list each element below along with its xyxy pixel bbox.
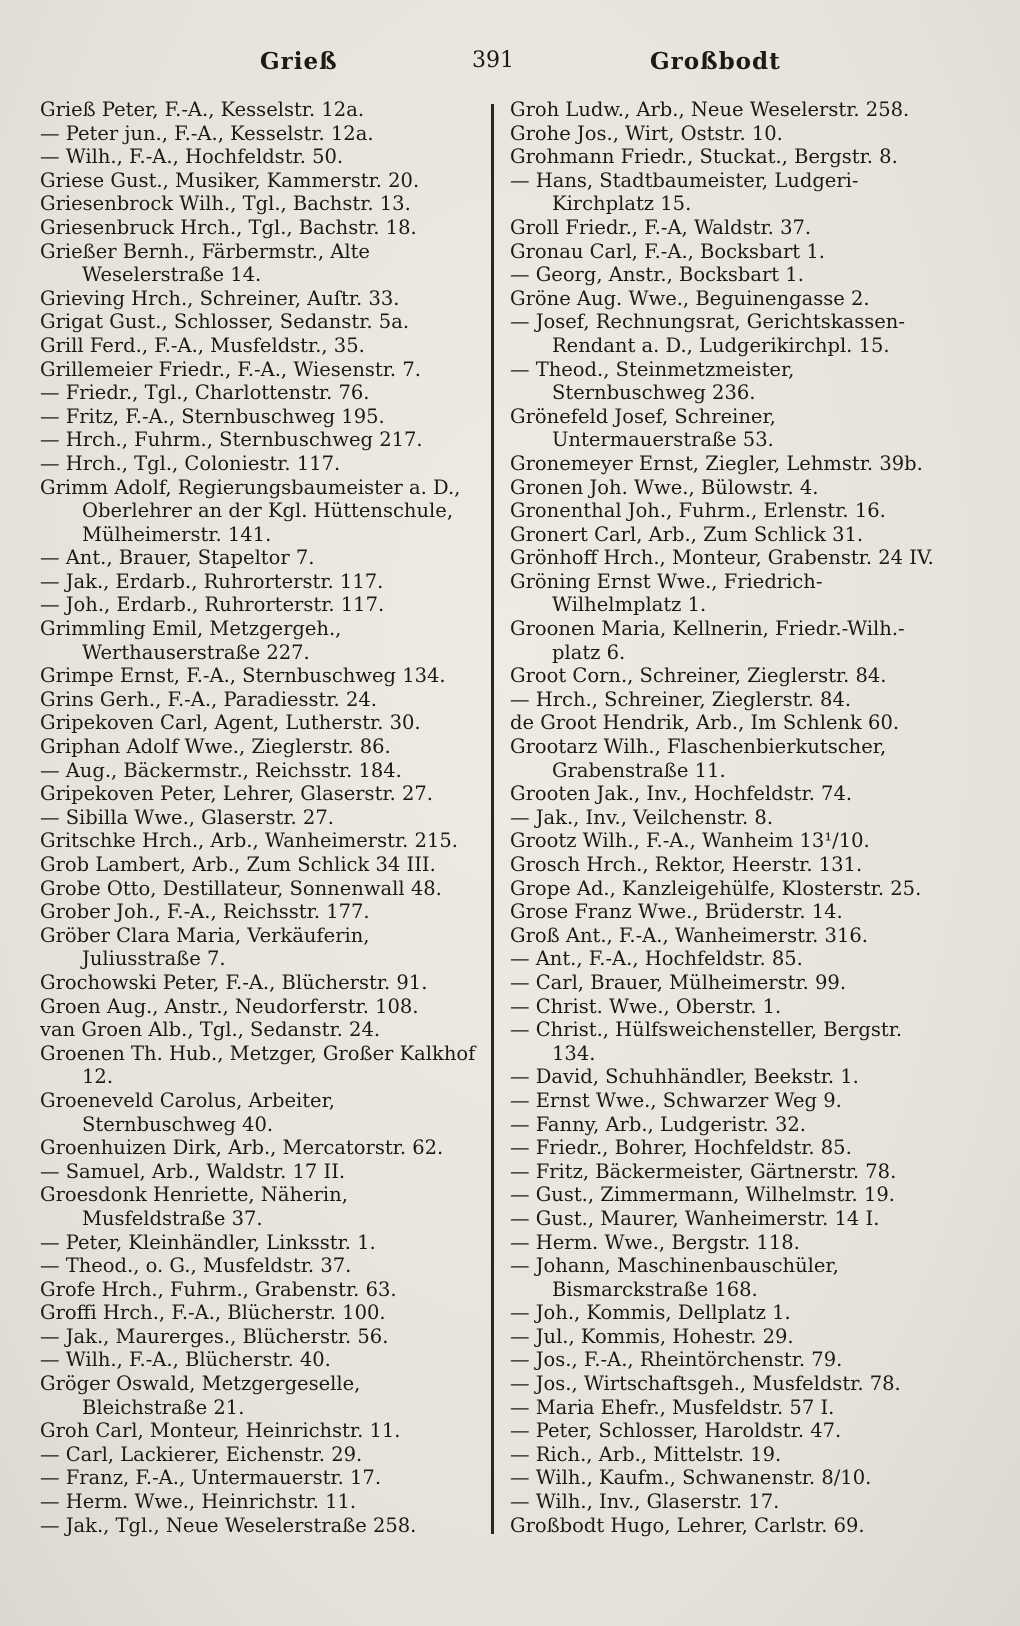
directory-entry: — Jul., Kommis, Hohestr. 29. xyxy=(510,1324,794,1348)
directory-entry: Gronemeyer Ernst, Ziegler, Lehmstr. 39b. xyxy=(510,451,923,475)
directory-entry: Grill Ferd., F.-A., Musfeldstr., 35. xyxy=(40,333,365,357)
directory-entry: Groll Friedr., F.-A, Waldstr. 37. xyxy=(510,215,812,239)
page-number: 391 xyxy=(472,48,514,73)
directory-entry: — Sibilla Wwe., Glaserstr. 27. xyxy=(40,805,334,829)
directory-entry: — Theod., o. G., Musfeldstr. 37. xyxy=(40,1254,352,1278)
directory-entry: Grins Gerh., F.-A., Paradiesstr. 24. xyxy=(40,687,377,711)
directory-entry: Gronenthal Joh., Fuhrm., Erlenstr. 16. xyxy=(510,499,886,523)
directory-entry: — Wilh., Kaufm., Schwanenstr. 8/10. xyxy=(510,1466,872,1490)
directory-entry: Grillemeier Friedr., F.-A., Wiesenstr. 7. xyxy=(40,357,421,381)
directory-entry: Grohmann Friedr., Stuckat., Bergstr. 8. xyxy=(510,145,898,169)
directory-entry: Groot Corn., Schreiner, Zieglerstr. 84. xyxy=(510,664,887,688)
directory-entry: Groh Ludw., Arb., Neue Weselerstr. 258. xyxy=(510,98,910,121)
directory-entry: Großbodt Hugo, Lehrer, Carlstr. 69. xyxy=(510,1513,865,1537)
directory-entry: — Gust., Maurer, Wanheimerstr. 14 I. xyxy=(510,1206,880,1230)
directory-entry: Grießer Bernh., Färbermstr., Alte Weselerstraße 14. xyxy=(40,239,370,287)
directory-entry: — Wilh., F.-A., Hochfeldstr. 50. xyxy=(40,145,344,169)
directory-entry: Gröning Ernst Wwe., Friedrich-Wilhelmplatz 1. xyxy=(510,569,823,617)
directory-entry: — Hrch., Schreiner, Zieglerstr. 84. xyxy=(510,687,852,711)
left-column xyxy=(40,98,485,1598)
directory-entry: Grönhoff Hrch., Monteur, Grabenstr. 24 IV. xyxy=(510,546,934,570)
directory-entry: — David, Schuhhändler, Beekstr. 1. xyxy=(510,1065,859,1089)
directory-entry: Groenhuizen Dirk, Arb., Mercatorstr. 62. xyxy=(40,1136,444,1160)
directory-entry: Griese Gust., Musiker, Kammerstr. 20. xyxy=(40,168,420,192)
directory-entry: Gröger Oswald, Metzgergeselle, Bleichstraße 21. xyxy=(40,1372,361,1419)
column-divider xyxy=(491,104,494,1534)
directory-entry: Gripekoven Peter, Lehrer, Glaserstr. 27. xyxy=(40,782,433,806)
directory-entry: Grober Joh., F.-A., Reichsstr. 177. xyxy=(40,900,370,924)
directory-entry: — Franz, F.-A., Untermauerstr. 17. xyxy=(40,1466,382,1490)
directory-entry: Gronen Joh. Wwe., Bülowstr. 4. xyxy=(510,475,819,499)
directory-entry: Grofe Hrch., Fuhrm., Grabenstr. 63. xyxy=(40,1277,397,1301)
page-header xyxy=(0,48,1020,88)
directory-entry: Grimmling Emil, Metzgergeh., Werthauserstraße 227. xyxy=(40,617,342,664)
directory-entry: — Christ. Wwe., Oberstr. 1. xyxy=(510,994,782,1018)
directory-entry: — Johann, Maschinenbauschüler, Bismarckstraße 168. xyxy=(510,1254,839,1301)
directory-entry: — Georg, Anstr., Bocksbart 1. xyxy=(510,263,804,287)
directory-entry: — Theod., Steinmetzmeister, Sternbuschweg 236. xyxy=(510,357,795,405)
directory-entry: Grootz Wilh., F.-A., Wanheim 13¹/10. xyxy=(510,829,870,853)
directory-entry: Grose Franz Wwe., Brüderstr. 14. xyxy=(510,900,843,924)
directory-entry: Grob Lambert, Arb., Zum Schlick 34 III. xyxy=(40,853,436,876)
directory-entry: Groeneveld Carolus, Arbeiter, Sternbuschweg 40. xyxy=(40,1088,335,1136)
directory-entry: — Ernst Wwe., Schwarzer Weg 9. xyxy=(510,1088,842,1112)
directory-entry: Grieving Hrch., Schreiner, Auſtr. 33. xyxy=(40,286,400,310)
directory-entry: Groffi Hrch., F.-A., Blücherstr. 100. xyxy=(40,1301,386,1325)
directory-entry: — Hans, Stadtbaumeister, Ludgeri-Kirchplatz 15. xyxy=(510,168,859,216)
directory-entry: Grieß Peter, F.-A., Kesselstr. 12a. xyxy=(40,98,365,121)
directory-entry: — Jak., Inv., Veilchenstr. 8. xyxy=(510,805,774,829)
directory-entry: Griesenbrock Wilh., Tgl., Bachstr. 13. xyxy=(40,192,411,216)
directory-entry: Grimm Adolf, Regierungsbaumeister a. D., Oberlehrer an der Kgl. Hüttenschule, Mülheimerstr. 141. xyxy=(40,475,461,546)
directory-entry: Grooten Jak., Inv., Hochfeldstr. 74. xyxy=(510,782,853,806)
directory-entry: — Friedr., Bohrer, Hochfeldstr. 85. xyxy=(510,1136,852,1160)
directory-entry: — Fritz, F.-A., Sternbuschweg 195. xyxy=(40,404,385,428)
directory-entry: — Jak., Erdarb., Ruhrorterstr. 117. xyxy=(40,569,384,593)
directory-entry: — Jak., Tgl., Neue Weselerstraße 258. xyxy=(40,1513,417,1537)
directory-entry: Griphan Adolf Wwe., Zieglerstr. 86. xyxy=(40,735,391,759)
directory-entry: — Hrch., Tgl., Coloniestr. 117. xyxy=(40,451,341,475)
directory-entry: Grosch Hrch., Rektor, Heerstr. 131. xyxy=(510,853,863,876)
directory-entry: Groh Carl, Monteur, Heinrichstr. 11. xyxy=(40,1419,401,1443)
directory-entry: — Rich., Arb., Mittelstr. 19. xyxy=(510,1442,782,1466)
directory-entry: — Carl, Lackierer, Eichenstr. 29. xyxy=(40,1442,363,1466)
directory-entry: Gronau Carl, F.-A., Bocksbart 1. xyxy=(510,239,825,263)
directory-entry: — Ant., F.-A., Hochfeldstr. 85. xyxy=(510,947,803,971)
directory-entry: Gronert Carl, Arb., Zum Schlick 31. xyxy=(510,522,864,546)
directory-entry: — Joh., Kommis, Dellplatz 1. xyxy=(510,1301,791,1325)
directory-entry: — Aug., Bäckermstr., Reichsstr. 184. xyxy=(40,758,402,782)
directory-entry: Grochowski Peter, F.-A., Blücherstr. 91. xyxy=(40,970,428,994)
directory-entry: Gröber Clara Maria, Verkäuferin, Juliusstraße 7. xyxy=(40,923,370,971)
directory-entry: Groenen Th. Hub., Metzger, Großer Kalkhof 12. xyxy=(40,1041,476,1089)
directory-entry: Groen Aug., Anstr., Neudorferstr. 108. xyxy=(40,994,419,1018)
directory-entry: Groesdonk Henriette, Näherin, Musfeldstraße 37. xyxy=(40,1183,348,1230)
directory-entry: — Herm. Wwe., Bergstr. 118. xyxy=(510,1230,800,1254)
header-right-title: Großbodt xyxy=(650,48,781,75)
directory-entry: — Maria Ehefr., Musfeldstr. 57 I. xyxy=(510,1395,835,1419)
directory-entry: Grootarz Wilh., Flaschenbierkutscher, Grabenstraße 11. xyxy=(510,735,887,782)
directory-entry: — Wilh., Inv., Glaserstr. 17. xyxy=(510,1490,780,1514)
directory-entry: — Christ., Hülfsweichensteller, Bergstr. 134. xyxy=(510,1018,903,1065)
directory-entry: Grönefeld Josef, Schreiner, Untermauerstraße 53. xyxy=(510,404,776,452)
directory-entry: — Peter, Kleinhändler, Linksstr. 1. xyxy=(40,1230,376,1254)
directory-entry: — Ant., Brauer, Stapeltor 7. xyxy=(40,546,315,570)
directory-entry: Grohe Jos., Wirt, Oststr. 10. xyxy=(510,121,783,145)
directory-entry: Groonen Maria, Kellnerin, Friedr.-Wilh.-platz 6. xyxy=(510,617,905,664)
header-left-title: Grieß xyxy=(260,48,338,75)
directory-entry: — Josef, Rechnungsrat, Gerichtskassen-Rendant a. D., Ludgerikirchpl. 15. xyxy=(510,310,905,357)
directory-entry: Groß Ant., F.-A., Wanheimerstr. 316. xyxy=(510,923,868,947)
directory-entry: — Joh., Erdarb., Ruhrorterstr. 117. xyxy=(40,593,385,617)
directory-entry: — Fanny, Arb., Ludgeristr. 32. xyxy=(510,1112,806,1136)
directory-entry: Grobe Otto, Destillateur, Sonnenwall 48. xyxy=(40,876,442,900)
directory-entry: — Wilh., F.-A., Blücherstr. 40. xyxy=(40,1348,331,1372)
directory-entry: Grope Ad., Kanzleigehülfe, Klosterstr. 25. xyxy=(510,876,922,900)
right-column xyxy=(510,98,935,1598)
directory-entry: — Carl, Brauer, Mülheimerstr. 99. xyxy=(510,970,847,994)
directory-entry: de Groot Hendrik, Arb., Im Schlenk 60. xyxy=(510,711,900,735)
directory-entry: — Jos., Wirtschaftsgeh., Musfeldstr. 78. xyxy=(510,1372,901,1396)
directory-entry: Gritschke Hrch., Arb., Wanheimerstr. 215. xyxy=(40,829,458,853)
directory-entry: Griesenbruck Hrch., Tgl., Bachstr. 18. xyxy=(40,215,417,239)
directory-entry: — Jos., F.-A., Rheintörchenstr. 79. xyxy=(510,1348,843,1372)
directory-entry: — Herm. Wwe., Heinrichstr. 11. xyxy=(40,1490,357,1514)
directory-entry: Grigat Gust., Schlosser, Sedanstr. 5a. xyxy=(40,310,410,334)
directory-entry: — Fritz, Bäckermeister, Gärtnerstr. 78. xyxy=(510,1159,897,1183)
directory-entry: Grimpe Ernst, F.-A., Sternbuschweg 134. xyxy=(40,664,446,688)
directory-entry: — Peter jun., F.-A., Kesselstr. 12a. xyxy=(40,121,374,145)
directory-entry: — Jak., Maurerges., Blücherstr. 56. xyxy=(40,1324,389,1348)
directory-entry: — Gust., Zimmermann, Wilhelmstr. 19. xyxy=(510,1183,895,1207)
directory-entry: Gripekoven Carl, Agent, Lutherstr. 30. xyxy=(40,711,421,735)
directory-entry: — Samuel, Arb., Waldstr. 17 II. xyxy=(40,1159,346,1183)
directory-entry: Gröne Aug. Wwe., Beguinengasse 2. xyxy=(510,286,870,310)
directory-entry: van Groen Alb., Tgl., Sedanstr. 24. xyxy=(40,1018,381,1042)
directory-entry: — Peter, Schlosser, Haroldstr. 47. xyxy=(510,1419,842,1443)
directory-entry: — Friedr., Tgl., Charlottenstr. 76. xyxy=(40,381,370,405)
directory-entry: — Hrch., Fuhrm., Sternbuschweg 217. xyxy=(40,428,423,452)
